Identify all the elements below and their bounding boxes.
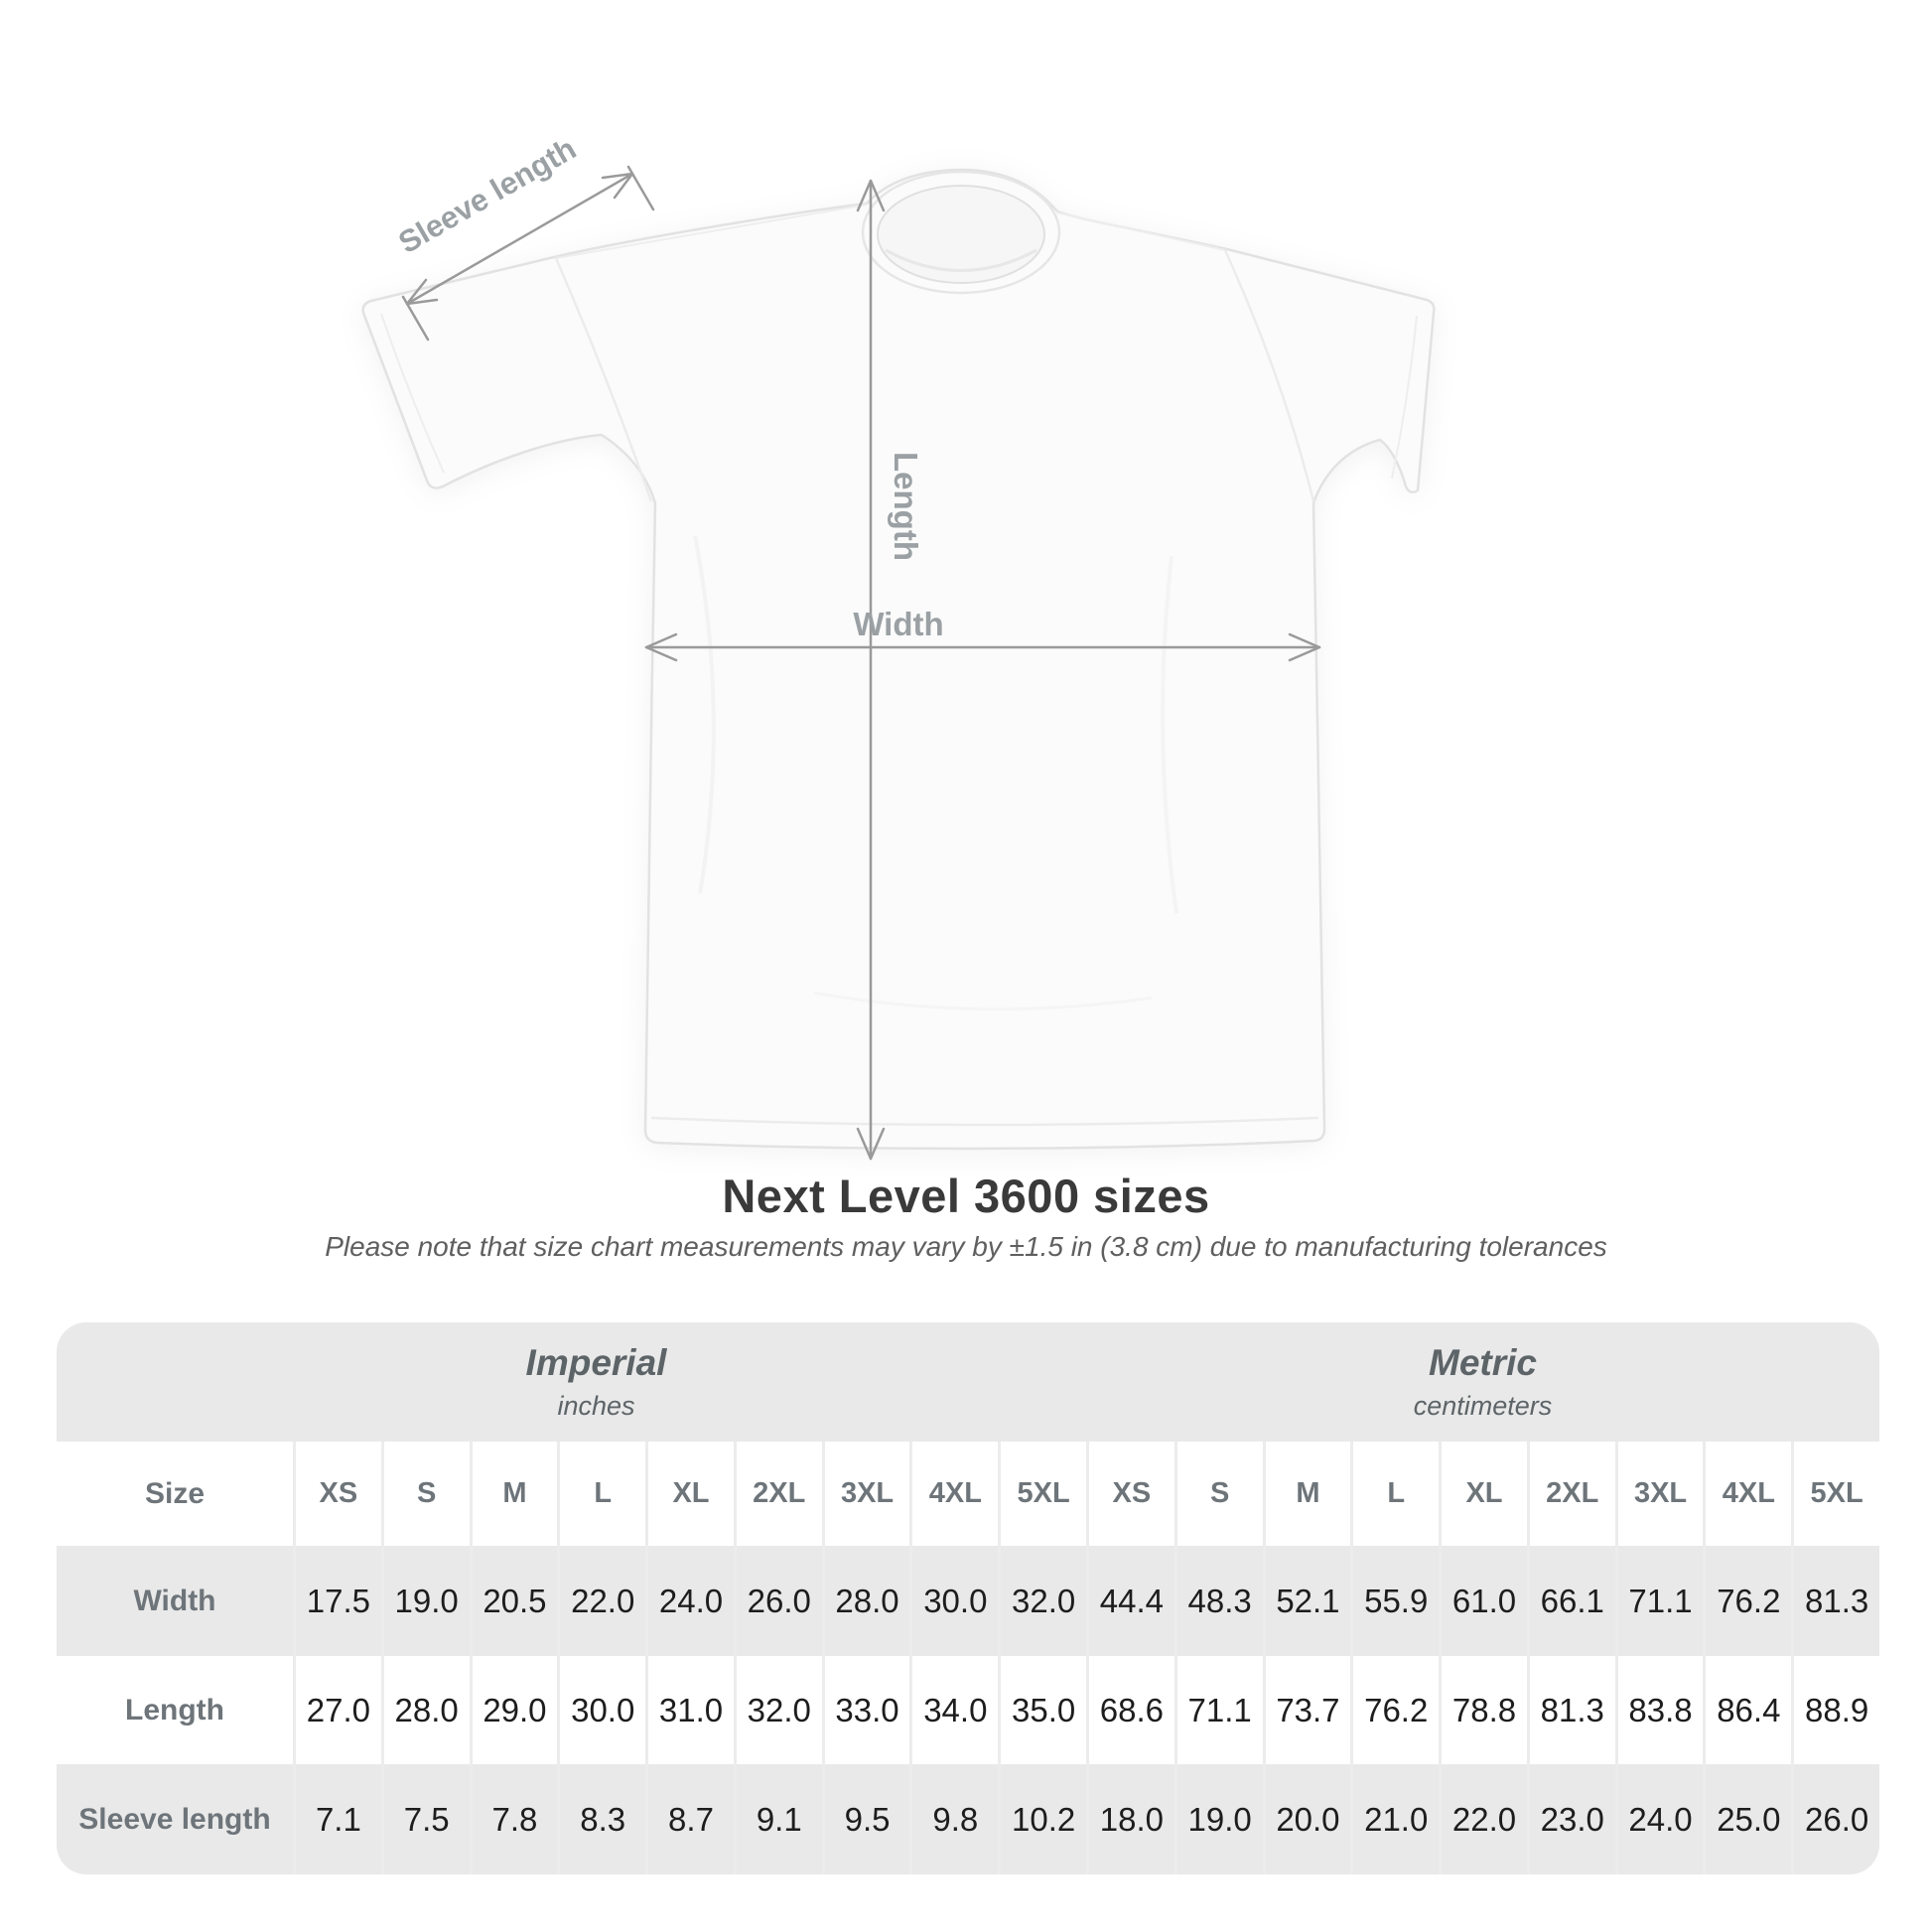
size-column-header: 4XL bbox=[1703, 1442, 1791, 1546]
table-cell: 81.3 bbox=[1527, 1656, 1615, 1764]
sleeve-length-label: Sleeve length bbox=[392, 130, 583, 261]
metric-unit: centimeters bbox=[1413, 1391, 1553, 1421]
size-column-header: 2XL bbox=[734, 1442, 822, 1546]
table-cell: 19.0 bbox=[1174, 1764, 1263, 1874]
table-cell: 21.0 bbox=[1350, 1764, 1439, 1874]
size-column-header: 5XL bbox=[998, 1442, 1086, 1546]
width-label: Width bbox=[853, 606, 944, 642]
table-cell: 52.1 bbox=[1263, 1546, 1351, 1656]
table-cell: 31.0 bbox=[645, 1656, 734, 1764]
table-cell: 68.6 bbox=[1086, 1656, 1174, 1764]
row-label-sleeve-length: Sleeve length bbox=[78, 1802, 271, 1836]
table-cell: 18.0 bbox=[1086, 1764, 1174, 1874]
tolerance-note: Please note that size chart measurements may vary by ±1.5 in (3.8 cm) due to manufacturing tolerances bbox=[325, 1231, 1607, 1262]
width-row bbox=[57, 1546, 1879, 1656]
size-column-header: XS bbox=[293, 1442, 381, 1546]
table-cell: 20.0 bbox=[1263, 1764, 1351, 1874]
table-cell: 9.1 bbox=[734, 1764, 822, 1874]
row-label-width: Width bbox=[133, 1584, 216, 1617]
tshirt-illustration bbox=[363, 170, 1435, 1149]
table-cell: 19.0 bbox=[381, 1546, 470, 1656]
size-column-header: 3XL bbox=[1615, 1442, 1704, 1546]
size-row-header: Size bbox=[144, 1476, 206, 1510]
size-column-header: M bbox=[1263, 1442, 1351, 1546]
size-column-header: S bbox=[381, 1442, 470, 1546]
table-cell: 29.0 bbox=[470, 1656, 558, 1764]
table-cell: 28.0 bbox=[822, 1546, 910, 1656]
row-label-length: Length bbox=[125, 1693, 224, 1726]
table-cell: 83.8 bbox=[1615, 1656, 1704, 1764]
table-cell: 35.0 bbox=[998, 1656, 1086, 1764]
sleeve-length-row bbox=[57, 1764, 1879, 1874]
table-cell: 30.0 bbox=[909, 1546, 998, 1656]
table-cell: 22.0 bbox=[557, 1546, 645, 1656]
table-cell: 23.0 bbox=[1527, 1764, 1615, 1874]
table-cell: 28.0 bbox=[381, 1656, 470, 1764]
size-column-header: 4XL bbox=[909, 1442, 998, 1546]
table-cell: 7.5 bbox=[381, 1764, 470, 1874]
size-column-header: XL bbox=[645, 1442, 734, 1546]
table-cell: 24.0 bbox=[1615, 1764, 1704, 1874]
table-cell: 26.0 bbox=[734, 1546, 822, 1656]
imperial-header bbox=[57, 1342, 1086, 1422]
page-title: Next Level 3600 sizes bbox=[722, 1170, 1210, 1222]
table-cell: 9.5 bbox=[822, 1764, 910, 1874]
table-cell: 7.1 bbox=[293, 1764, 381, 1874]
table-cell: 73.7 bbox=[1263, 1656, 1351, 1764]
size-table bbox=[57, 1322, 1879, 1874]
table-cell: 88.9 bbox=[1791, 1656, 1879, 1764]
table-cell: 8.3 bbox=[557, 1764, 645, 1874]
table-cell: 86.4 bbox=[1703, 1656, 1791, 1764]
table-cell: 76.2 bbox=[1350, 1656, 1439, 1764]
table-cell: 34.0 bbox=[909, 1656, 998, 1764]
metric-title: Metric bbox=[1429, 1342, 1537, 1383]
size-column-header: 5XL bbox=[1791, 1442, 1879, 1546]
table-cell: 24.0 bbox=[645, 1546, 734, 1656]
table-cell: 26.0 bbox=[1791, 1764, 1879, 1874]
size-column-header: L bbox=[557, 1442, 645, 1546]
table-cell: 66.1 bbox=[1527, 1546, 1615, 1656]
size-column-header: 3XL bbox=[822, 1442, 910, 1546]
size-column-header: XL bbox=[1439, 1442, 1527, 1546]
table-cell: 48.3 bbox=[1174, 1546, 1263, 1656]
size-column-header: 2XL bbox=[1527, 1442, 1615, 1546]
table-cell: 17.5 bbox=[293, 1546, 381, 1656]
table-cell: 61.0 bbox=[1439, 1546, 1527, 1656]
table-cell: 30.0 bbox=[557, 1656, 645, 1764]
table-cell: 27.0 bbox=[293, 1656, 381, 1764]
table-cell: 44.4 bbox=[1086, 1546, 1174, 1656]
size-header-row bbox=[57, 1442, 1879, 1546]
table-cell: 32.0 bbox=[734, 1656, 822, 1764]
size-column-header: S bbox=[1174, 1442, 1263, 1546]
size-column-header: L bbox=[1350, 1442, 1439, 1546]
size-column-header: XS bbox=[1086, 1442, 1174, 1546]
collar-opening bbox=[878, 186, 1044, 283]
table-cell: 55.9 bbox=[1350, 1546, 1439, 1656]
size-column-header: M bbox=[470, 1442, 558, 1546]
imperial-unit: inches bbox=[557, 1391, 635, 1421]
table-cell: 33.0 bbox=[822, 1656, 910, 1764]
table-cell: 81.3 bbox=[1791, 1546, 1879, 1656]
unit-header-band bbox=[57, 1322, 1879, 1442]
length-row bbox=[57, 1656, 1879, 1764]
imperial-title: Imperial bbox=[525, 1342, 667, 1383]
table-cell: 9.8 bbox=[909, 1764, 998, 1874]
table-cell: 22.0 bbox=[1439, 1764, 1527, 1874]
table-cell: 71.1 bbox=[1615, 1546, 1704, 1656]
table-cell: 7.8 bbox=[470, 1764, 558, 1874]
metric-header bbox=[1086, 1342, 1879, 1422]
table-cell: 25.0 bbox=[1703, 1764, 1791, 1874]
table-cell: 32.0 bbox=[998, 1546, 1086, 1656]
table-cell: 20.5 bbox=[470, 1546, 558, 1656]
table-cell: 71.1 bbox=[1174, 1656, 1263, 1764]
table-cell: 10.2 bbox=[998, 1764, 1086, 1874]
table-cell: 76.2 bbox=[1703, 1546, 1791, 1656]
table-cell: 78.8 bbox=[1439, 1656, 1527, 1764]
table-cell: 8.7 bbox=[645, 1764, 734, 1874]
length-label: Length bbox=[888, 452, 924, 561]
